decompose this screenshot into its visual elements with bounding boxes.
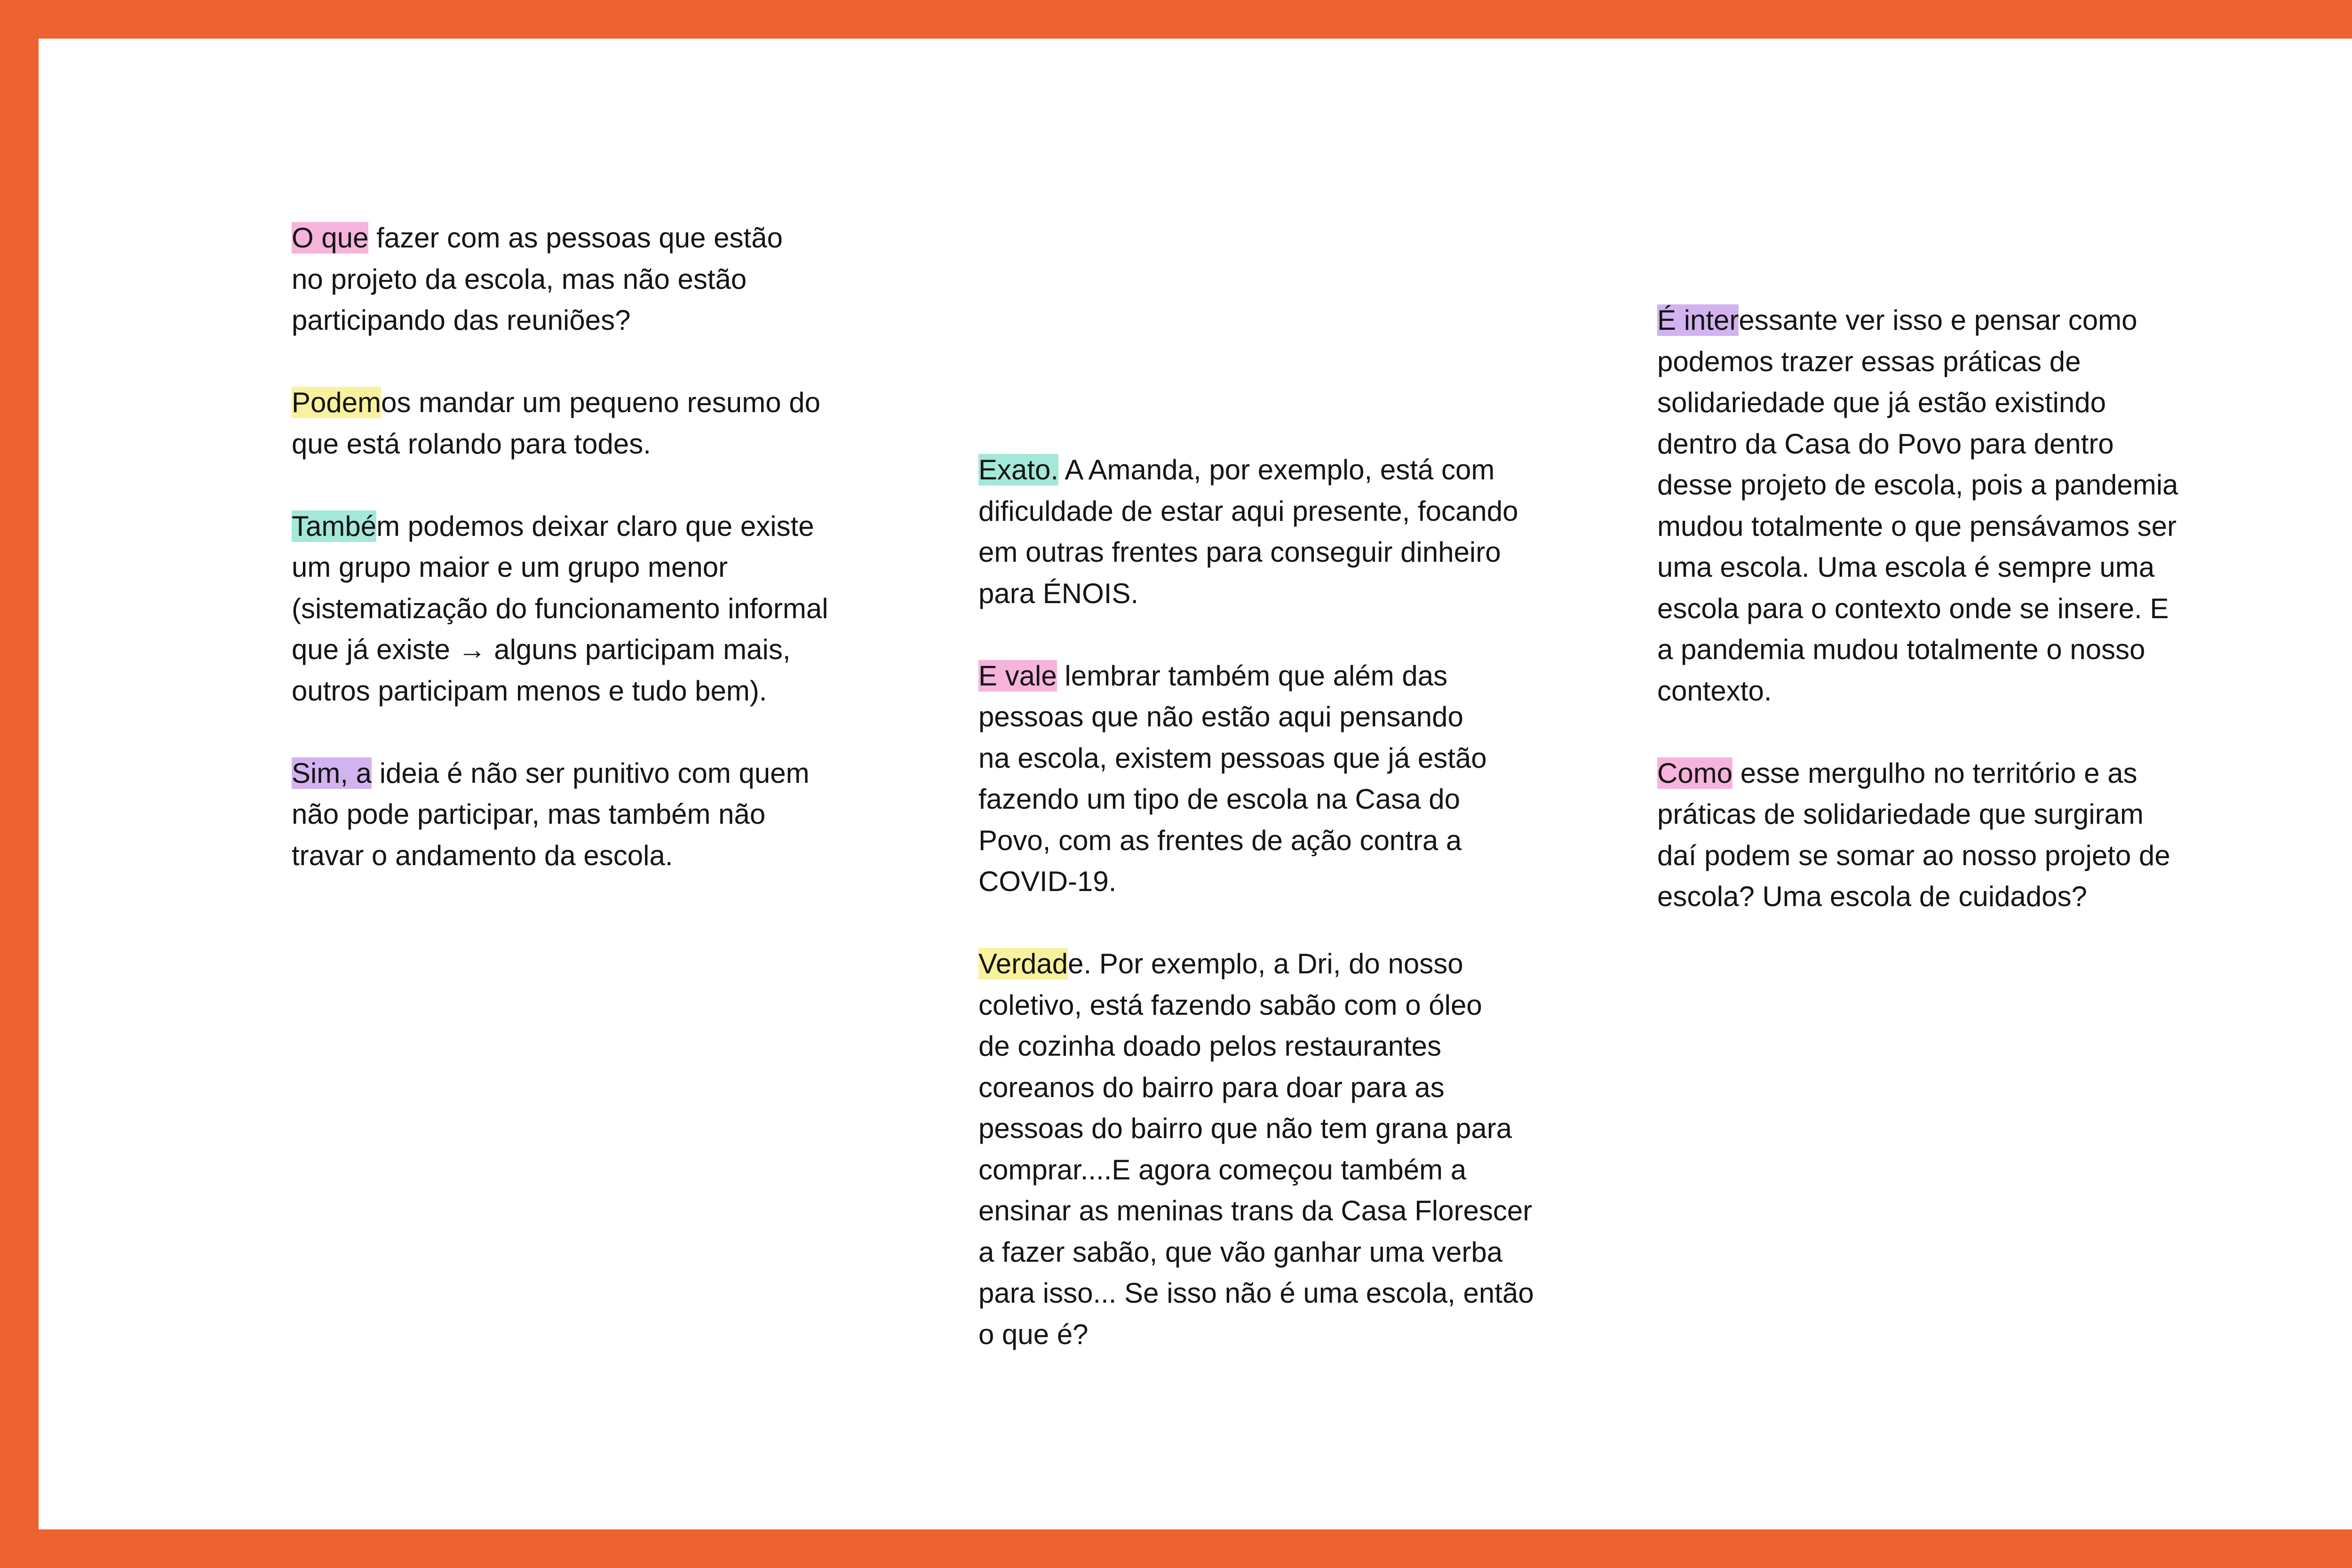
paragraph-9 <box>1657 753 2259 917</box>
text-line: ensinar as meninas trans da Casa Florescer <box>978 1195 1533 1226</box>
speaker-highlight-ddt: Podem <box>292 387 381 418</box>
speaker-highlight-cdp: E vale <box>978 660 1057 692</box>
text-line: para ÉNOIS. <box>978 577 1139 609</box>
text-line: que já existe → alguns participam mais, <box>292 634 791 665</box>
text-line: solidariedade que já estão existindo <box>1657 387 2106 418</box>
text-line: daí podem se somar ao nosso projeto de <box>1657 839 2170 871</box>
text-line: escola para o contexto onde se insere. E <box>1657 592 2169 624</box>
text-line: m podemos deixar claro que existe <box>376 510 814 542</box>
text-line: a fazer sabão, que vão ganhar uma verba <box>978 1236 1503 1268</box>
speaker-highlight-par: É inter <box>1657 304 1739 336</box>
text-line: mudou totalmente o que pensávamos ser <box>1657 510 2177 542</box>
text-line: na escola, existem pessoas que já estão <box>978 742 1487 774</box>
text-line: dentro da Casa do Povo para dentro <box>1657 428 2114 460</box>
text-line: (sistematização do funcionamento informal <box>292 592 828 624</box>
dialogue-column-1 <box>292 217 894 917</box>
speaker-highlight-cdp: Como <box>1657 757 1733 789</box>
speaker-highlight-par: Sim, a <box>292 757 372 789</box>
text-line: outros participam menos e tudo bem). <box>292 675 767 707</box>
text-line: Povo, com as frentes de ação contra a <box>978 824 1462 856</box>
speaker-highlight-en: Exato. <box>978 454 1059 486</box>
text-line: em outras frentes para conseguir dinheiro <box>978 536 1501 568</box>
text-line: coreanos do bairro para doar para as <box>978 1071 1445 1103</box>
text-line: de cozinha doado pelos restaurantes <box>978 1030 1442 1062</box>
text-line: escola? Uma escola de cuidados? <box>1657 881 2087 912</box>
paragraph-4 <box>292 753 894 876</box>
text-line: coletivo, está fazendo sabão com o óleo <box>978 989 1482 1021</box>
text-line: fazer com as pessoas que estão <box>368 222 783 254</box>
text-line: ideia é não ser punitivo com quem <box>372 757 810 789</box>
text-line: A Amanda, por exemplo, está com <box>1058 454 1495 486</box>
text-line: não pode participar, mas também não <box>292 798 766 830</box>
text-line: dificuldade de estar aqui presente, focando <box>978 495 1518 527</box>
text-line: esse mergulho no território e as <box>1732 757 2137 789</box>
text-line: contexto. <box>1657 675 1772 707</box>
text-line: que está rolando para todes. <box>292 428 651 460</box>
text-line: pessoas do bairro que não tem grana para <box>978 1113 1512 1144</box>
text-line: pessoas que não estão aqui pensando <box>978 701 1463 732</box>
speaker-highlight-en: També <box>292 510 377 542</box>
text-line: os mandar um pequeno resumo do <box>381 387 821 418</box>
text-line: comprar....E agora começou também a <box>978 1154 1467 1186</box>
paragraph-3 <box>292 506 894 712</box>
text-line: um grupo maior e um grupo menor <box>292 551 728 583</box>
text-line: desse projeto de escola, pois a pandemia <box>1657 469 2178 501</box>
text-line: COVID-19. <box>978 866 1117 897</box>
text-line: podemos trazer essas práticas de <box>1657 345 2081 377</box>
document-page <box>39 39 2352 1529</box>
paragraph-5 <box>978 449 1581 614</box>
speaker-highlight-ddt: Verdad <box>978 948 1068 979</box>
text-line: uma escola. Uma escola é sempre uma <box>1657 551 2155 583</box>
paragraph-6 <box>978 655 1581 902</box>
text-line: a pandemia mudou totalmente o nosso <box>1657 634 2145 665</box>
paragraph-8 <box>1657 300 2259 711</box>
paragraph-2 <box>292 382 894 464</box>
dialogue-column-2 <box>978 449 1581 1396</box>
text-line: fazendo um tipo de escola na Casa do <box>978 783 1461 815</box>
paragraph-1 <box>292 217 894 341</box>
dialogue-column-3 <box>1657 300 2259 958</box>
text-line: e. Por exemplo, a Dri, do nosso <box>1068 948 1463 979</box>
speaker-highlight-cdp: O que <box>292 222 369 254</box>
text-line: essante ver isso e pensar como <box>1739 304 2137 336</box>
text-line: práticas de solidariedade que surgiram <box>1657 798 2144 830</box>
text-line: travar o andamento da escola. <box>292 839 673 871</box>
text-line: participando das reuniões? <box>292 304 631 336</box>
text-line: o que é? <box>978 1318 1089 1350</box>
paragraph-7 <box>978 943 1581 1355</box>
text-line: no projeto da escola, mas não estão <box>292 263 747 295</box>
text-line: lembrar também que além das <box>1057 660 1448 692</box>
text-line: para isso... Se isso não é uma escola, então <box>978 1277 1534 1309</box>
